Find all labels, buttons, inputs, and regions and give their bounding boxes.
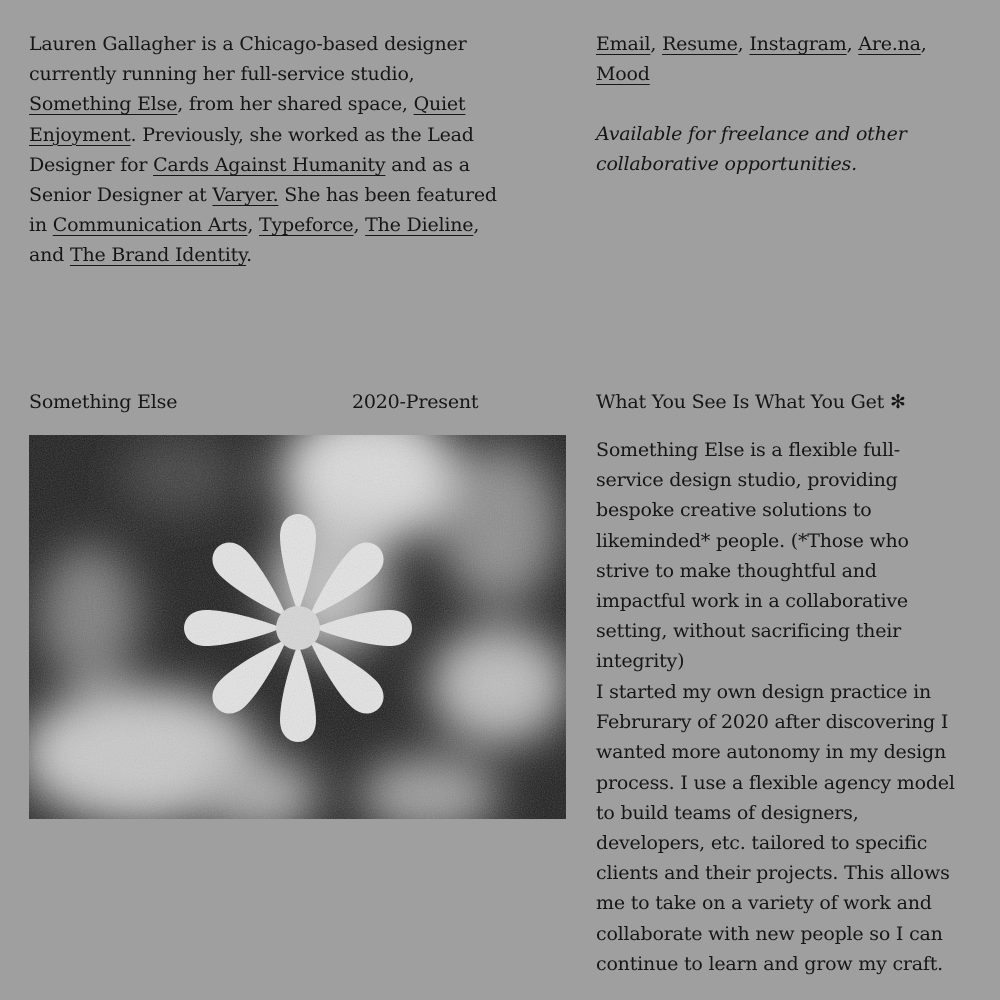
- separator: ,: [737, 33, 750, 55]
- bio-text: , from her shared space,: [177, 93, 414, 116]
- asterisk-icon: ✻: [890, 391, 906, 413]
- project-description-1: Something Else is a flexible full-service design studio, providing bespoke creative solutions to likeminded* people. (*Those who strive to make thoughtful and impactful work in a collaborative setting, without sacrificing their integrity): [596, 439, 909, 673]
- link-something-else[interactable]: Something Else: [29, 93, 178, 116]
- link-quiet-enjoyment[interactable]: Quiet Enjoyment: [29, 93, 466, 146]
- availability-note: Available for freelance and other collaborative opportunities.: [596, 123, 907, 176]
- bio-text: .: [246, 244, 252, 267]
- link-the-brand-identity[interactable]: The Brand Identity: [69, 244, 247, 267]
- bio-text: She has been featured in: [29, 184, 497, 237]
- link-typeforce[interactable]: Typeforce: [259, 214, 354, 237]
- section-title: [596, 387, 906, 417]
- bio-paragraph: [29, 29, 499, 271]
- project-name: Something Else: [29, 391, 178, 413]
- mood-link[interactable]: Mood: [596, 63, 650, 86]
- instagram-link[interactable]: Instagram: [749, 33, 847, 55]
- bio-text: ,: [247, 214, 259, 237]
- project-description-2: I started my own design practice in Februrary of 2020 after discovering I wanted more autonomy in my design process. I use a flexible agency model to build teams of designers, developers, etc. tailored to specific clients and their projects. This allows me to take on a variety of work and collaborate with new people so I can continue to learn and grow my craft.: [596, 681, 955, 975]
- section-title-text: What You See Is What You Get: [596, 391, 885, 413]
- separator: ,: [846, 33, 859, 55]
- email-link[interactable]: Email: [596, 33, 651, 55]
- link-cards-against-humanity[interactable]: Cards Against Humanity: [153, 153, 386, 176]
- separator: ,: [650, 33, 663, 55]
- project-years: 2020-Present: [352, 391, 479, 413]
- flower-asterisk-icon: [29, 435, 566, 819]
- bio-text: Lauren Gallagher is a Chicago-based designer currently running her full-service studio,: [29, 33, 467, 86]
- link-the-dieline[interactable]: The Dieline: [365, 214, 474, 237]
- bio-text: . Previously, she worked as the Lead Designer for: [29, 123, 474, 176]
- separator: ,: [920, 33, 927, 55]
- contact-links: [596, 29, 976, 89]
- resume-link[interactable]: Resume: [662, 33, 738, 55]
- arena-link[interactable]: Are.na: [858, 33, 921, 55]
- bio-text: ,: [353, 214, 366, 237]
- link-varyer[interactable]: Varyer.: [212, 184, 279, 207]
- project-image[interactable]: [29, 435, 566, 819]
- link-communication-arts[interactable]: Communication Arts: [52, 214, 248, 237]
- bio-text: , and: [29, 214, 480, 267]
- bio-text: and as a Senior Designer at: [29, 153, 470, 207]
